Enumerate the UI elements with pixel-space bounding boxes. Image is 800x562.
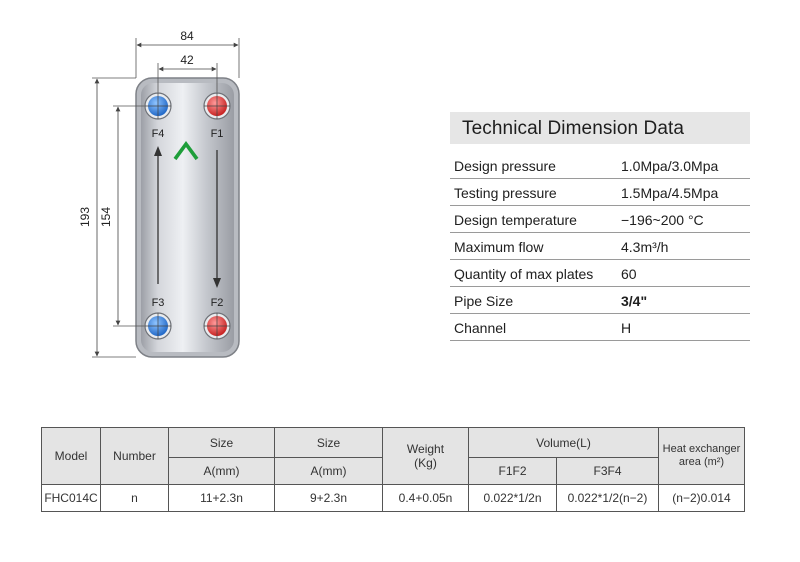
spec-label: Channel	[454, 320, 507, 336]
table-row	[42, 485, 745, 512]
cell-model: FHC014C	[42, 485, 101, 512]
heat-exchanger-drawing	[0, 0, 300, 380]
spec-value: H	[621, 320, 632, 336]
port-label-f1: F1	[210, 128, 224, 140]
header-weight-unit: (Kg)	[414, 456, 437, 470]
spec-label: Design temperature	[454, 212, 577, 228]
spec-row-channel	[450, 314, 750, 341]
port-label-f2: F2	[210, 297, 224, 309]
cell-size-2: 9+2.3n	[275, 485, 383, 512]
dim-height-inner: 154	[99, 206, 113, 228]
header-volume-f1f2: F1F2	[469, 458, 557, 485]
port-f3	[145, 313, 171, 339]
header-size-1-unit: A(mm)	[169, 458, 275, 485]
header-size-1: Size	[169, 428, 275, 458]
header-weight-label: Weight	[406, 442, 445, 456]
spec-value: 60	[621, 266, 637, 282]
spec-label: Testing pressure	[454, 185, 557, 201]
spec-row-max-plates	[450, 260, 750, 287]
spec-label: Pipe Size	[454, 293, 514, 309]
spec-row-design-pressure	[450, 152, 750, 179]
spec-value: 4.3m³/h	[621, 239, 669, 255]
cell-area: (n−2)0.014	[659, 485, 745, 512]
header-volume-f3f4: F3F4	[557, 458, 659, 485]
header-model: Model	[42, 428, 101, 485]
port-f4	[145, 93, 171, 119]
spec-row-testing-pressure	[450, 179, 750, 206]
spec-list	[450, 152, 750, 341]
spec-label: Maximum flow	[454, 239, 544, 255]
port-label-f4: F4	[151, 128, 165, 140]
port-f1	[204, 93, 230, 119]
spec-label: Quantity of max plates	[454, 266, 594, 282]
cell-weight: 0.4+0.05n	[383, 485, 469, 512]
spec-row-design-temperature	[450, 206, 750, 233]
header-number: Number	[101, 428, 169, 485]
cell-number: n	[101, 485, 169, 512]
model-spec-table	[41, 427, 745, 512]
header-area-unit: area (m²)	[678, 456, 725, 468]
spec-value: 1.5Mpa/4.5Mpa	[621, 185, 719, 201]
dim-width-inner: 42	[180, 53, 194, 67]
header-area-label: Heat exchanger	[662, 443, 741, 455]
header-weight	[383, 428, 469, 485]
spec-row-maximum-flow	[450, 233, 750, 260]
header-size-2-unit: A(mm)	[275, 458, 383, 485]
header-volume: Volume(L)	[469, 428, 659, 458]
spec-title: Technical Dimension Data	[450, 112, 750, 144]
dim-width-outer: 84	[180, 29, 194, 43]
spec-row-pipe-size	[450, 287, 750, 314]
spec-value: −196~200 °C	[621, 212, 704, 228]
spec-label: Design pressure	[454, 158, 556, 174]
cell-size-1: 11+2.3n	[169, 485, 275, 512]
header-size-2: Size	[275, 428, 383, 458]
header-area	[659, 428, 745, 485]
spec-value: 1.0Mpa/3.0Mpa	[621, 158, 719, 174]
technical-dimension-panel	[450, 112, 750, 341]
plate-body	[141, 83, 234, 352]
cell-volume-f1f2: 0.022*1/2n	[469, 485, 557, 512]
dim-height-outer: 193	[78, 206, 92, 228]
cell-volume-f3f4: 0.022*1/2(n−2)	[557, 485, 659, 512]
spec-value: 3/4"	[621, 293, 648, 309]
port-f2	[204, 313, 230, 339]
port-label-f3: F3	[151, 297, 165, 309]
